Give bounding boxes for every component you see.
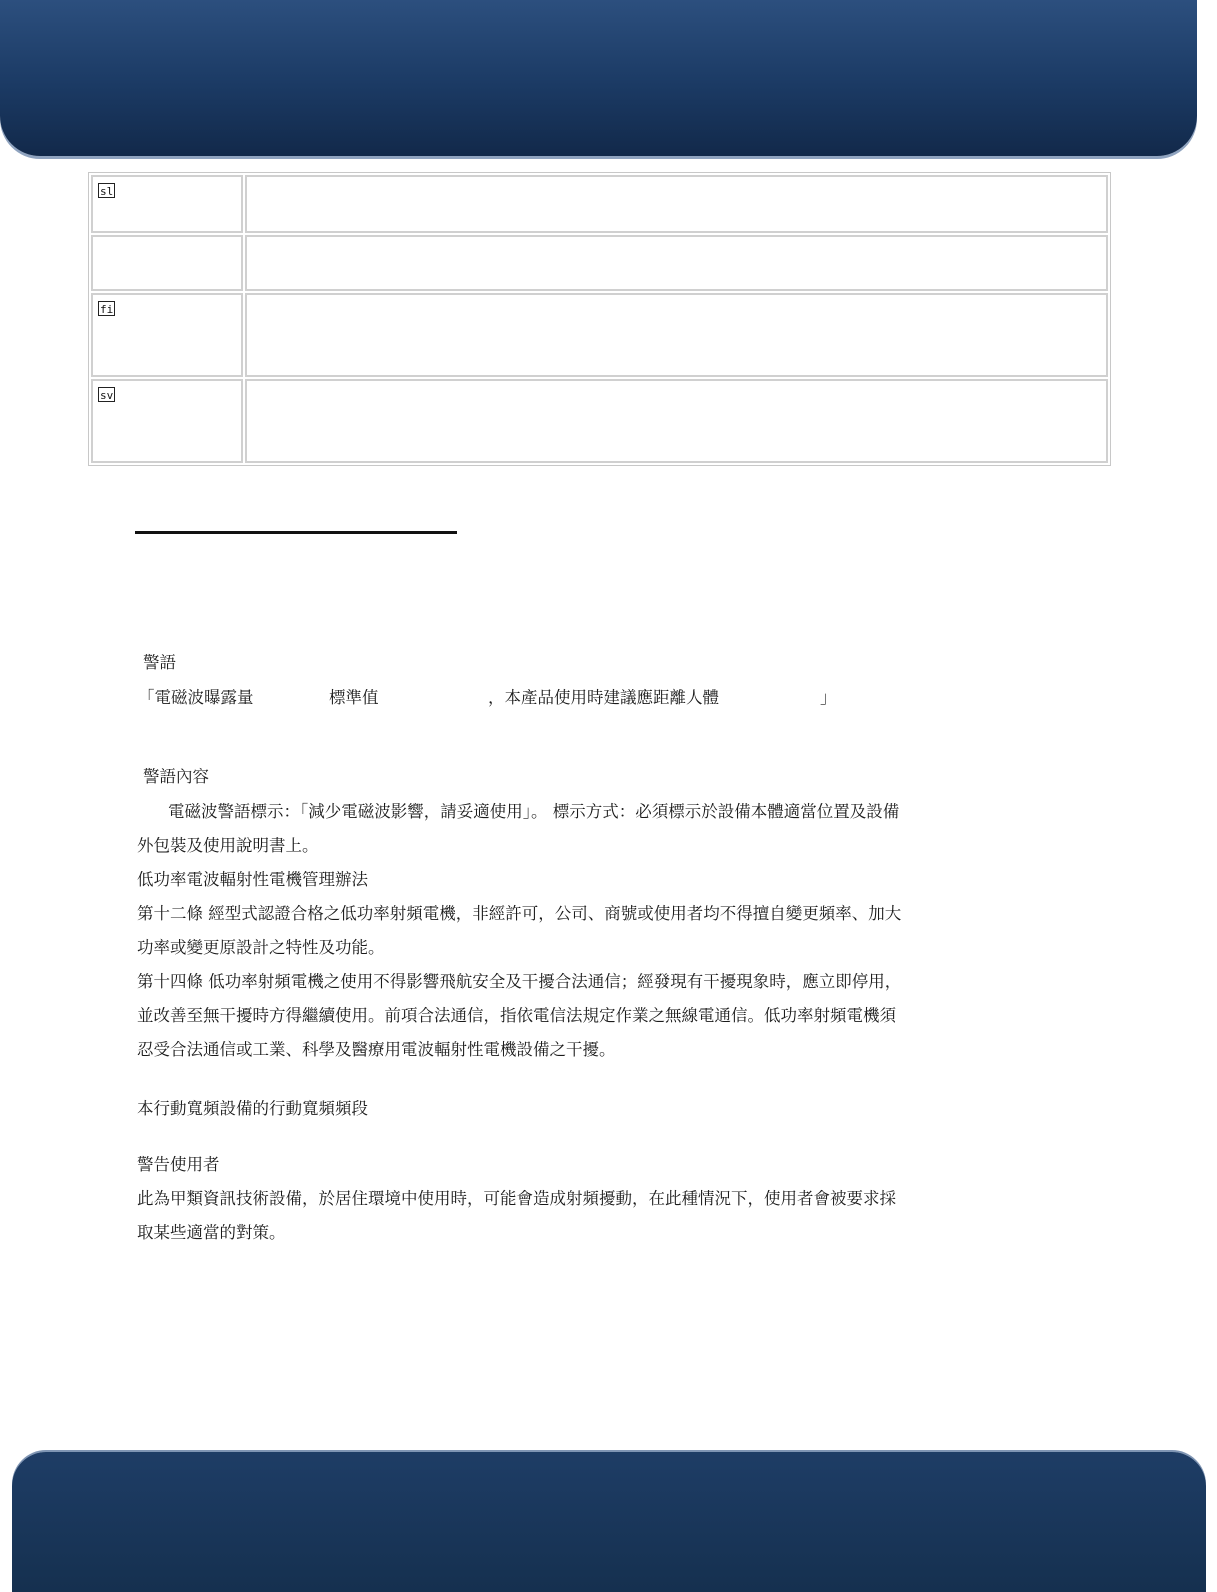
article-14-line: 忍受合法通信或工業、科學及醫療用電波輻射性電機設備之干擾。 [137, 1040, 616, 1059]
content-line: 電磁波警語標示：「減少電磁波影響，請妥適使用」。 標示方式：必須標示於設備本體適當位置及設備 [168, 802, 900, 821]
language-table [88, 172, 1111, 466]
band-line: 本行動寬頻設備的行動寬頻頻段 [137, 1099, 368, 1118]
language-flag-icon: sv [100, 389, 114, 402]
language-code-cell [91, 175, 243, 233]
sar-line-open: 「電磁波曝露量 [138, 688, 254, 707]
regulation-title: 低功率電波輻射性電機管理辦法 [137, 870, 368, 889]
user-warning-heading: 警告使用者 [137, 1155, 220, 1174]
table-row [91, 175, 1108, 233]
language-text-cell [245, 379, 1108, 463]
footer-band [12, 1452, 1206, 1592]
user-warning-line: 此為甲類資訊技術設備，於居住環境中使用時，可能會造成射頻擾動，在此種情況下，使用者會被要求採 [137, 1189, 896, 1208]
user-warning-line: 取某些適當的對策。 [137, 1223, 286, 1242]
language-text-cell [245, 293, 1108, 377]
language-flag-icon: sl [100, 185, 114, 198]
section-divider [135, 531, 457, 534]
sar-line-close: 」 [820, 688, 837, 707]
warning-heading: 警語 [143, 653, 176, 672]
sar-line-advice: ，本產品使用時建議應距離人體 [488, 688, 719, 707]
article-14-line: 第十四條 低功率射頻電機之使用不得影響飛航安全及干擾合法通信；經發現有干擾現象時，應立即停用， [137, 972, 902, 991]
language-code-cell [91, 293, 243, 377]
language-text-cell [245, 175, 1108, 233]
article-12-line: 功率或變更原設計之特性及功能。 [137, 938, 385, 957]
table-row [91, 379, 1108, 463]
language-code-cell [91, 379, 243, 463]
language-code-cell [91, 235, 243, 291]
content-heading: 警語內容 [143, 767, 209, 786]
language-text-cell [245, 235, 1108, 291]
table-row [91, 235, 1108, 291]
language-flag-icon: fi [100, 303, 114, 316]
table-row [91, 293, 1108, 377]
content-line: 外包裝及使用說明書上。 [137, 836, 319, 855]
header-band [0, 0, 1197, 156]
article-14-line: 並改善至無干擾時方得繼續使用。前項合法通信，指依電信法規定作業之無線電通信。低功率射頻電機須 [137, 1006, 896, 1025]
sar-line-standard: 標準值 [329, 688, 379, 707]
article-12-line: 第十二條 經型式認證合格之低功率射頻電機，非經許可，公司、商號或使用者均不得擅自變更頻率、加大 [137, 904, 902, 923]
